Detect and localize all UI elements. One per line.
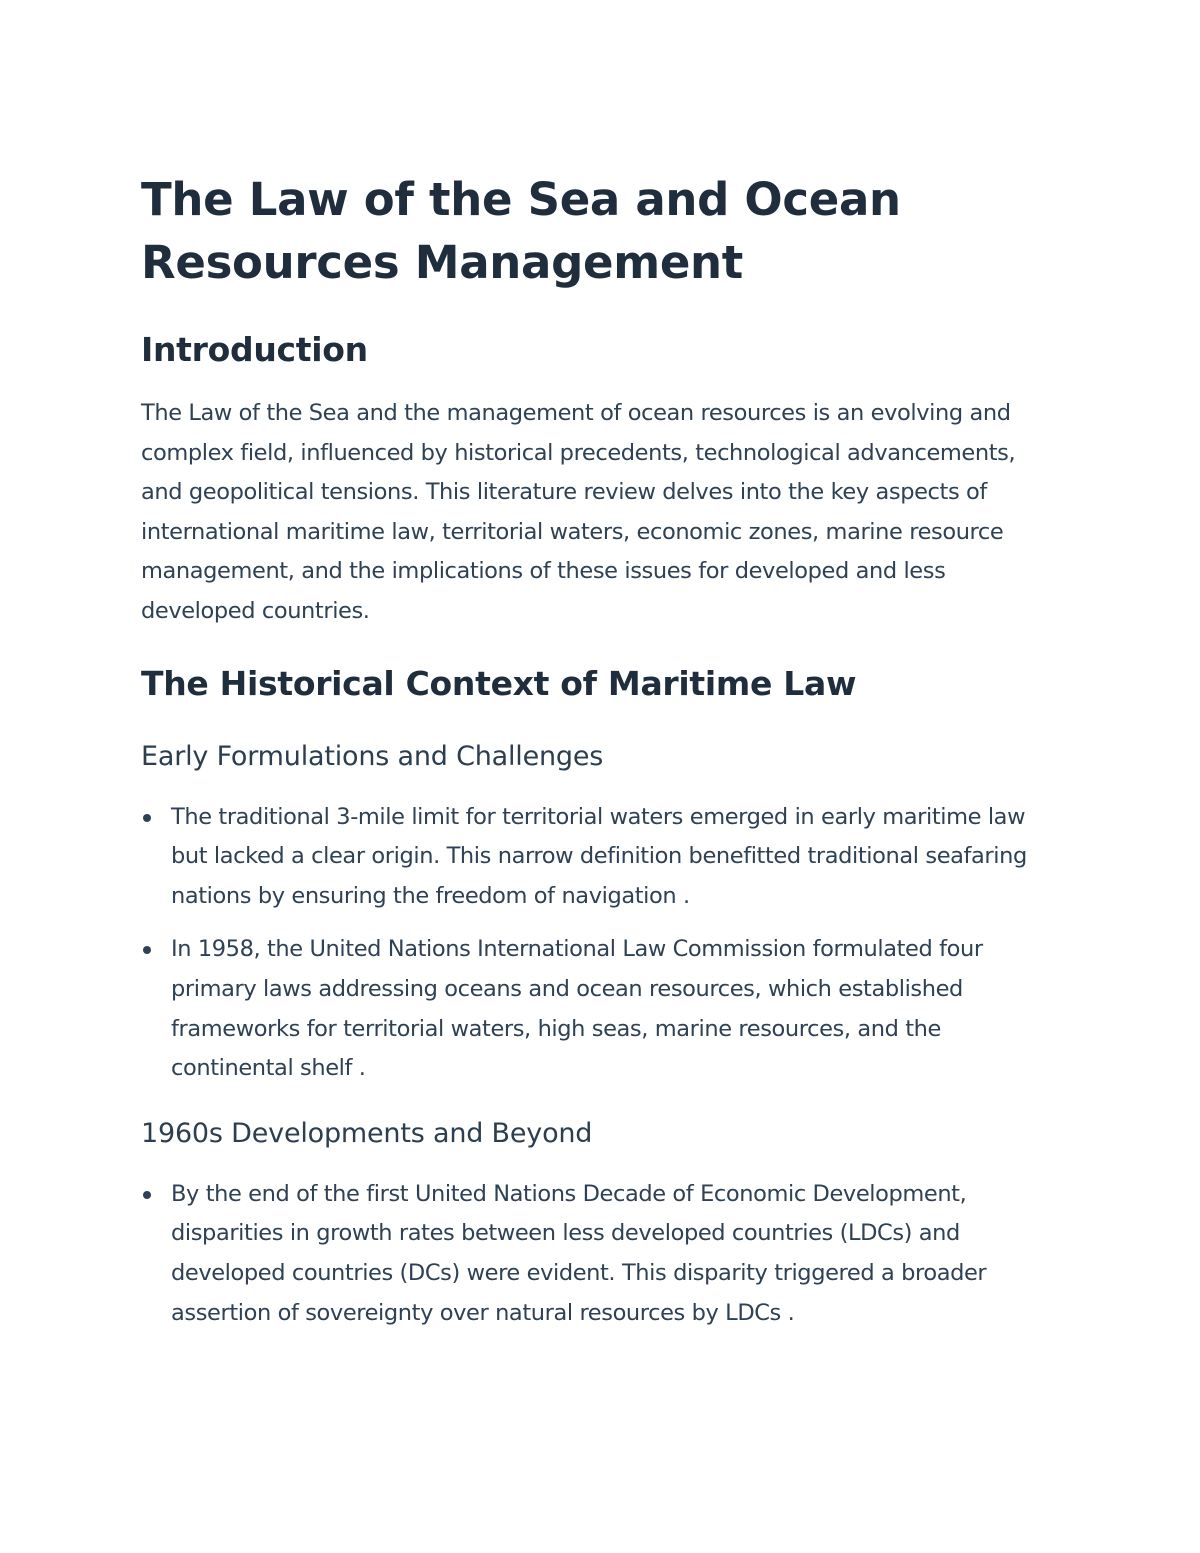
list-item-text: In 1958, the United Nations International Law Commission formulated four primary laws addressing oceans and ocean resources, which established frameworks for territorial waters, high seas, marine resources, and the continental shelf .: [171, 936, 983, 1082]
bullet-list-1960s-developments: [141, 1175, 1060, 1333]
section-heading-historical-context: The Historical Context of Maritime Law: [141, 663, 857, 703]
document-title: The Law of the Sea and Ocean Resources Management: [141, 173, 901, 289]
list-item: [141, 798, 1060, 917]
section-heading-introduction: Introduction: [141, 330, 368, 369]
subheading-1960s-developments: 1960s Developments and Beyond: [141, 1117, 593, 1149]
list-item: [141, 930, 1060, 1088]
bullet-dot-icon: [143, 814, 151, 822]
list-item: [141, 1175, 1060, 1333]
list-item-text: By the end of the first United Nations Decade of Economic Development, disparities in growth rates between less developed countries (LDCs) and developed countries (DCs) were evident. This disparity triggered a broader assertion of sovereignty over natural resources by LDCs .: [171, 1180, 987, 1326]
bullet-list-early-formulations: [141, 798, 1060, 1089]
introduction-paragraph: The Law of the Sea and the management of ocean resources is an evolving and complex field, influenced by historical precedents, technological advancements, and geopolitical tensions. This literature review delves into the key aspects of international maritime law, territorial waters, economic zones, marine resource management, and the implications of these issues for developed and less developed countries.: [141, 400, 1016, 624]
bullet-dot-icon: [143, 946, 151, 954]
bullet-dot-icon: [143, 1191, 151, 1199]
subheading-early-formulations: Early Formulations and Challenges: [141, 740, 604, 772]
list-item-text: The traditional 3-mile limit for territorial waters emerged in early maritime law but lacked a clear origin. This narrow definition benefitted traditional seafaring nations by ensuring the freedom of navigation .: [171, 803, 1027, 909]
